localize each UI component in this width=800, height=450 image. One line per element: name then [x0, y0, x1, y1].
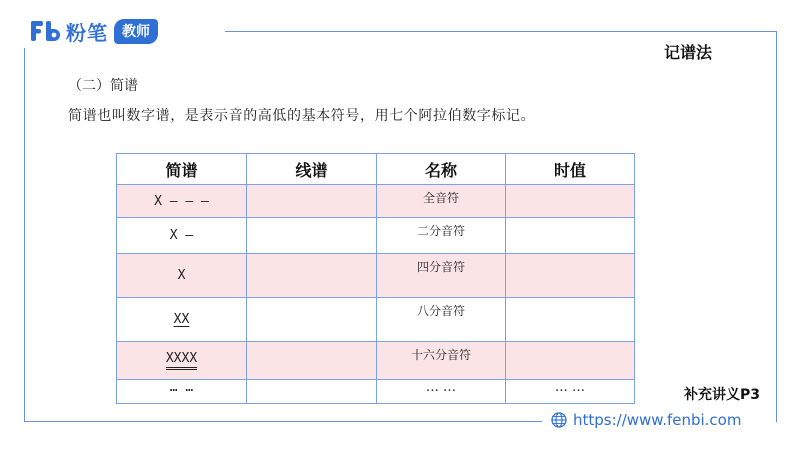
header-name: 名称 [377, 154, 506, 185]
frame-bottom-line [24, 421, 542, 422]
name-cell: 全音符 [377, 185, 506, 218]
name-cell: 四分音符 [377, 254, 506, 298]
jianpu-cell: X [117, 254, 247, 298]
name-cell: 二分音符 [377, 218, 506, 254]
jianpu-sixteenth: XXXX [166, 352, 197, 370]
name-cell: … … [377, 380, 506, 404]
xianpu-cell [247, 380, 377, 404]
header-duration: 时值 [506, 154, 635, 185]
jianpu-cell: … … [117, 380, 247, 404]
jianpu-eighth: XX [173, 312, 190, 327]
table-row [117, 298, 635, 342]
name-cell: 十六分音符 [377, 342, 506, 380]
duration-cell [506, 218, 635, 254]
logo-tag-badge: 教师 [114, 19, 158, 44]
fenbi-logo [30, 18, 158, 44]
logo-brand-text: 粉笔 [66, 20, 108, 45]
name-cell: 八分音符 [377, 298, 506, 342]
footer-url[interactable] [551, 411, 741, 429]
duration-cell [506, 254, 635, 298]
xianpu-cell [247, 185, 377, 218]
duration-cell [506, 185, 635, 218]
jianpu-cell [117, 342, 247, 380]
table-row [117, 185, 635, 218]
xianpu-cell [247, 218, 377, 254]
table-row [117, 342, 635, 380]
xianpu-cell [247, 298, 377, 342]
duration-cell [506, 342, 635, 380]
footer-label: 补充讲义P3 [683, 387, 760, 403]
table-header-row [117, 154, 635, 185]
frame-left-line [24, 48, 25, 422]
jianpu-cell: X — [117, 218, 247, 254]
table-row [117, 380, 635, 404]
footer-url-text[interactable]: https://www.fenbi.com [573, 411, 742, 429]
xianpu-cell [247, 254, 377, 298]
frame-top-line [225, 31, 776, 32]
table-row [117, 254, 635, 298]
xianpu-cell [247, 342, 377, 380]
intro-text: 简谱也叫数字谱，是表示音的高低的基本符号，用七个阿拉伯数字标记。 [68, 108, 536, 124]
header-xianpu: 线谱 [247, 154, 377, 185]
frame-right-line [776, 31, 777, 422]
jianpu-cell: X — — — [117, 185, 247, 218]
duration-cell: … … [506, 380, 635, 404]
notation-table [116, 153, 635, 404]
header-jianpu: 简谱 [117, 154, 247, 185]
globe-icon [551, 412, 567, 428]
jianpu-cell [117, 298, 247, 342]
fenbi-logo-icon [30, 19, 62, 43]
section-heading: （二）简谱 [68, 78, 138, 94]
page-title: 记谱法 [663, 43, 712, 62]
duration-cell [506, 298, 635, 342]
table-row [117, 218, 635, 254]
